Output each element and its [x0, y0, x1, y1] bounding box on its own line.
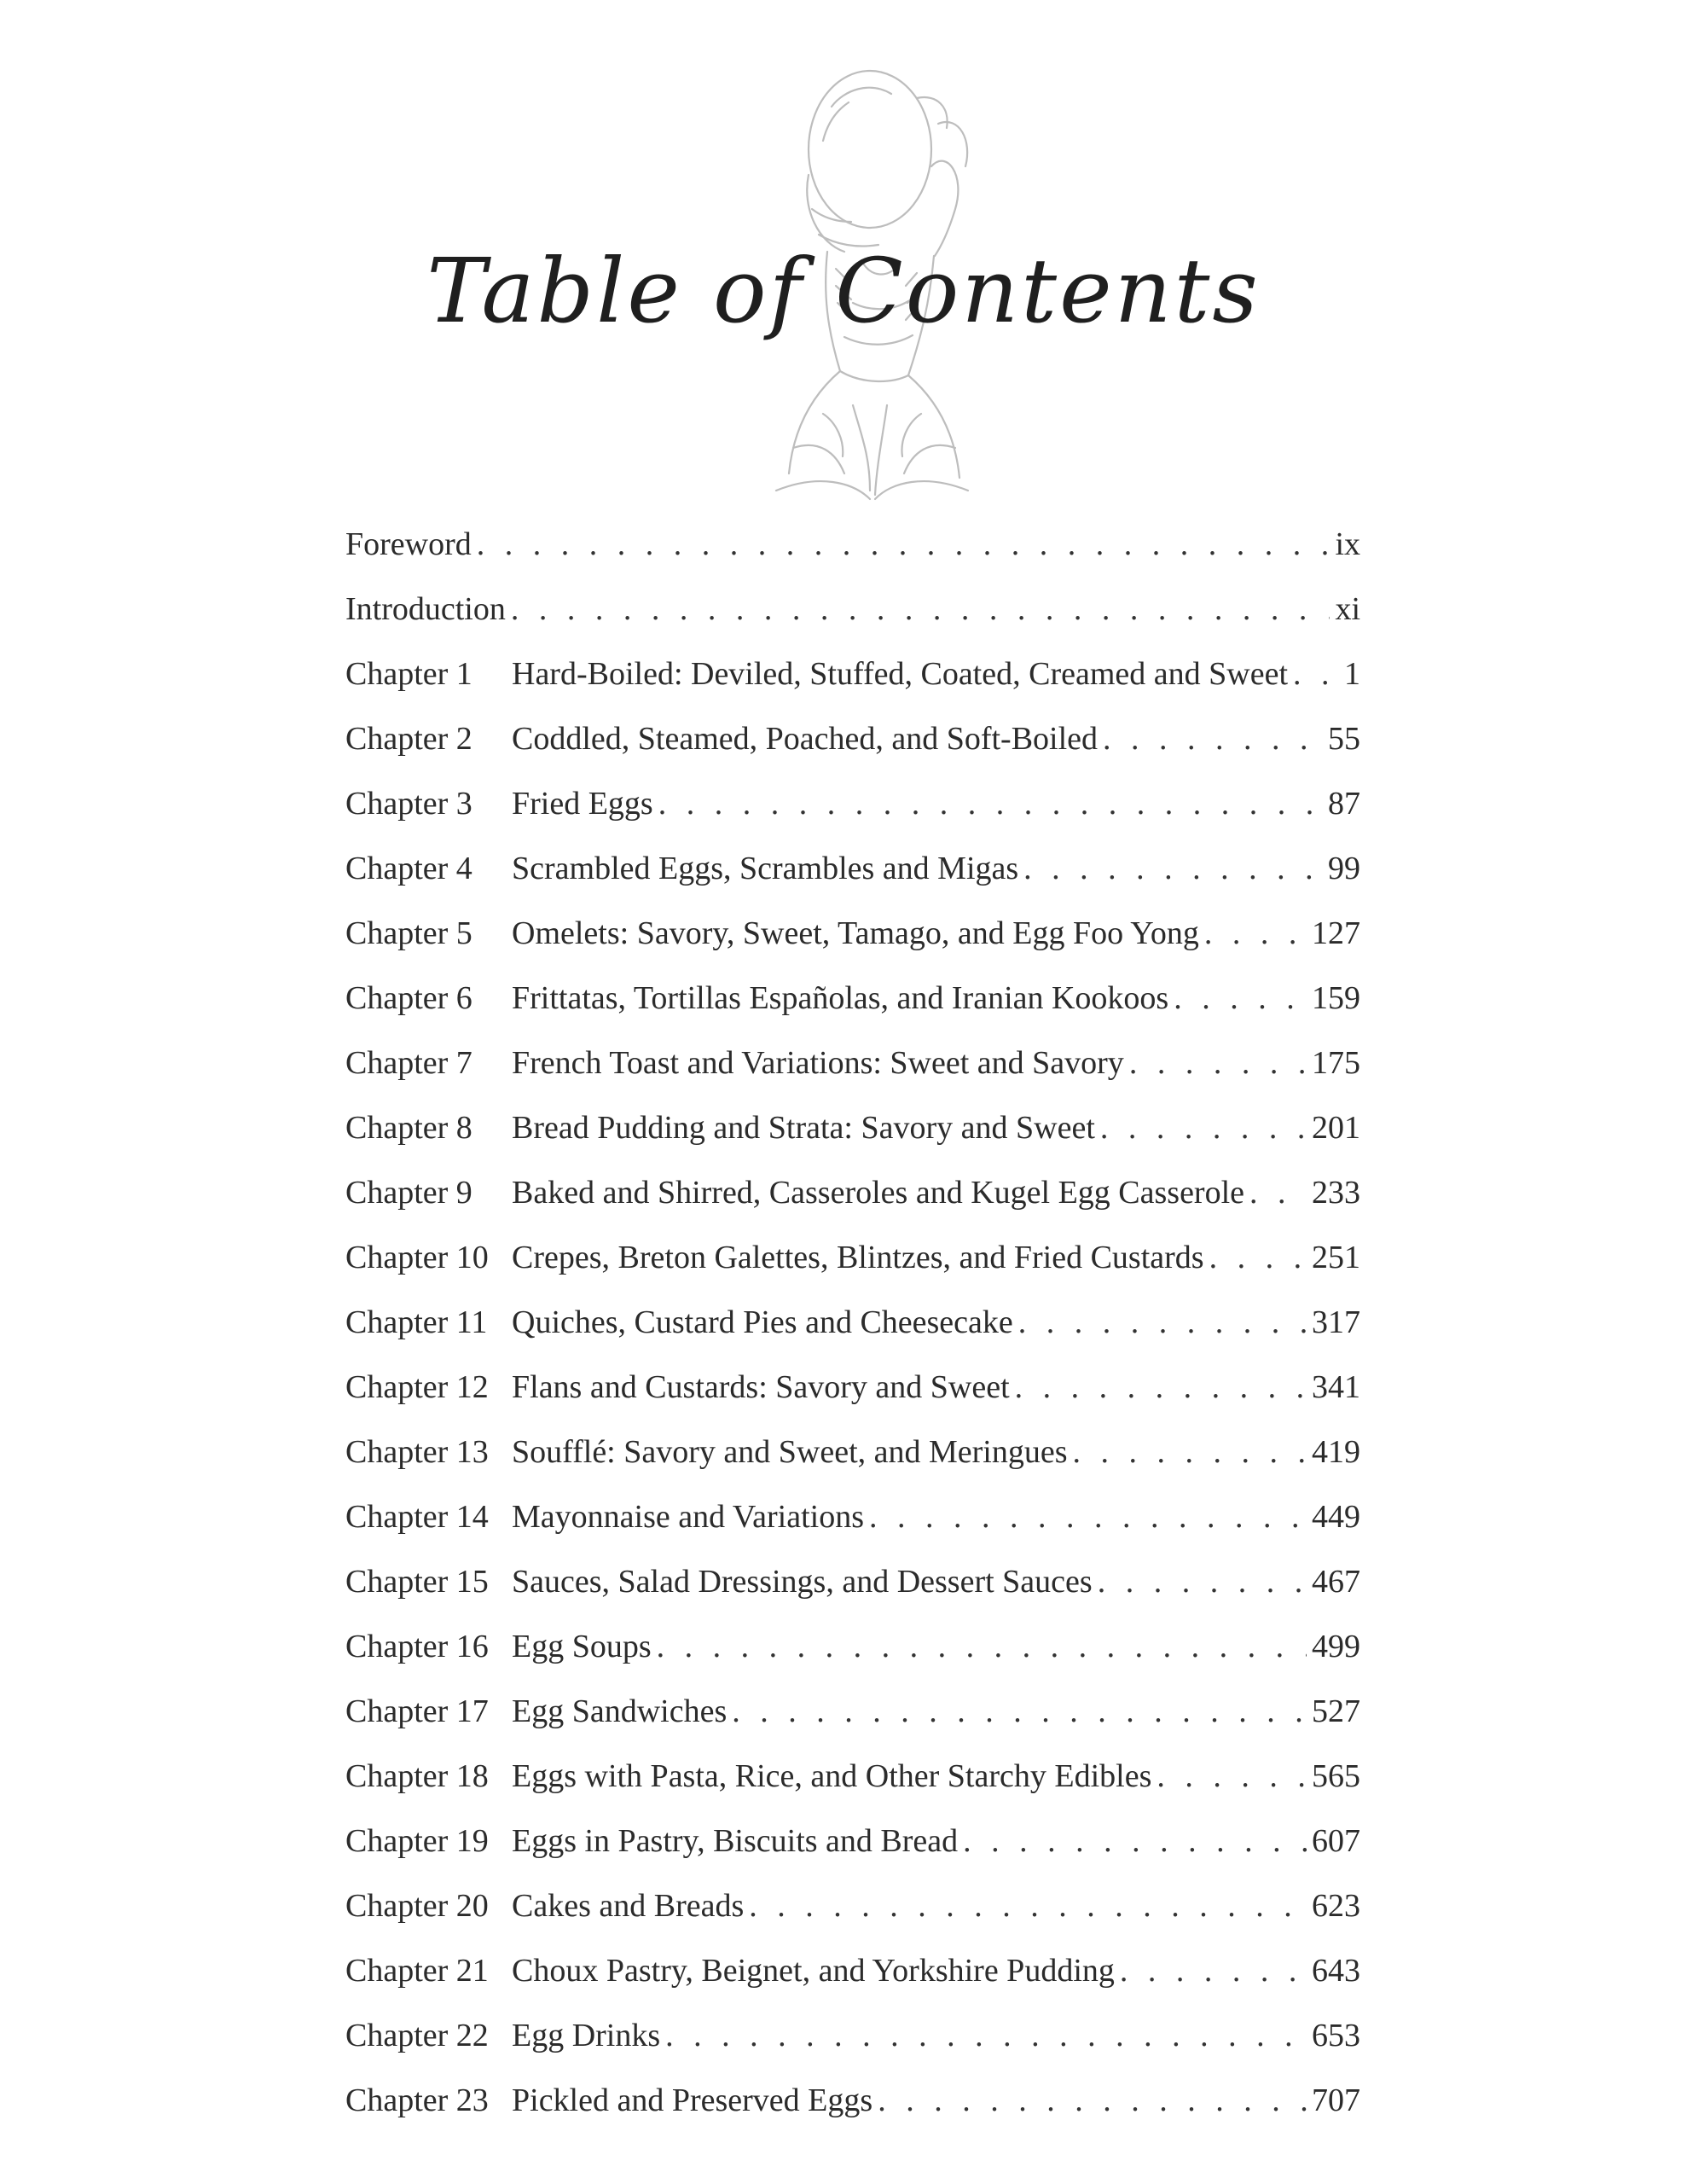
- toc-entry-title: French Toast and Variations: Sweet and Savory: [512, 1045, 1124, 1081]
- toc-entry[interactable]: [345, 2003, 1360, 2068]
- toc-entry[interactable]: [345, 577, 1360, 642]
- toc-chapter-label: Chapter 2: [345, 721, 472, 757]
- toc-chapter-label: Chapter 5: [345, 915, 472, 951]
- toc-entry[interactable]: [345, 706, 1360, 771]
- toc-entry-title: Mayonnaise and Variations: [512, 1499, 864, 1535]
- dot-leader: [963, 1809, 1307, 1873]
- toc-entry[interactable]: [345, 512, 1360, 577]
- toc-page-number: 127: [1312, 915, 1360, 951]
- dot-leader: [1157, 1744, 1307, 1809]
- toc-chapter-label: Chapter 3: [345, 786, 472, 822]
- toc-entry[interactable]: [345, 1744, 1360, 1809]
- toc-page-number: xi: [1335, 591, 1360, 627]
- toc-entry[interactable]: [345, 1614, 1360, 1679]
- dot-leader: [1174, 966, 1307, 1031]
- dot-leader: [1129, 1031, 1307, 1095]
- toc-page-number: 707: [1312, 2082, 1360, 2118]
- toc-chapter-label: Chapter 1: [345, 656, 472, 692]
- dot-leader: [1293, 642, 1339, 706]
- toc-page-number: 201: [1312, 1110, 1360, 1146]
- toc-entry-title: Eggs in Pastry, Biscuits and Bread: [512, 1823, 959, 1859]
- dot-leader: [657, 1614, 1307, 1679]
- toc-entry-title: Cakes and Breads: [512, 1888, 745, 1924]
- toc-entry[interactable]: [345, 1160, 1360, 1225]
- toc-page-number: 565: [1312, 1758, 1360, 1794]
- toc-entry[interactable]: [345, 901, 1360, 966]
- toc-entry-title: Fried Eggs: [512, 786, 653, 822]
- toc-entry-title: Pickled and Preserved Eggs: [512, 2082, 873, 2118]
- toc-entry[interactable]: [345, 1938, 1360, 2003]
- dot-leader: [869, 1484, 1307, 1549]
- dot-leader: [1120, 1938, 1307, 2003]
- toc-page-number: 317: [1312, 1304, 1360, 1340]
- toc-entry-title: Soufflé: Savory and Sweet, and Meringues: [512, 1434, 1068, 1470]
- toc-entry-title: Bread Pudding and Strata: Savory and Sweet: [512, 1110, 1095, 1146]
- toc-entry[interactable]: [345, 1290, 1360, 1355]
- toc-chapter-label: Chapter 18: [345, 1758, 489, 1794]
- toc-entry-title: Omelets: Savory, Sweet, Tamago, and Egg Foo Yong: [512, 915, 1199, 951]
- dot-leader: [1015, 1355, 1307, 1420]
- toc-entry[interactable]: [345, 642, 1360, 706]
- dot-leader: [732, 1679, 1307, 1744]
- toc-chapter-label: Chapter 4: [345, 851, 472, 886]
- toc-chapter-label: Chapter 19: [345, 1823, 489, 1859]
- toc-page-number: 251: [1312, 1240, 1360, 1275]
- dot-leader: [1100, 1095, 1307, 1160]
- toc-page-number: 341: [1312, 1369, 1360, 1405]
- toc-chapter-label: Chapter 22: [345, 2018, 489, 2053]
- dot-leader: [477, 512, 1330, 577]
- toc-entry[interactable]: [345, 2068, 1360, 2133]
- dot-leader: [665, 2003, 1307, 2068]
- toc-entry[interactable]: [345, 1420, 1360, 1484]
- toc-entry-title: Coddled, Steamed, Poached, and Soft-Boiled: [512, 721, 1099, 757]
- toc-entry[interactable]: [345, 1225, 1360, 1290]
- toc-page-number: 653: [1312, 2018, 1360, 2053]
- toc-chapter-label: Chapter 11: [345, 1304, 488, 1340]
- toc-page-number: 55: [1328, 721, 1360, 757]
- dot-leader: [1023, 836, 1323, 901]
- toc-entry-title: Scrambled Eggs, Scrambles and Migas: [512, 851, 1019, 886]
- toc-chapter-label: Chapter 9: [345, 1175, 472, 1211]
- toc-entry-title: Sauces, Salad Dressings, and Dessert Sauces: [512, 1564, 1093, 1600]
- toc-page-number: 527: [1312, 1693, 1360, 1729]
- toc-page-number: 99: [1328, 851, 1360, 886]
- toc-entry-title: Choux Pastry, Beignet, and Yorkshire Pudding: [512, 1953, 1115, 1989]
- toc-entry-title: Frittatas, Tortillas Españolas, and Iranian Kookoos: [512, 980, 1169, 1016]
- toc-chapter-label: Chapter 20: [345, 1888, 489, 1924]
- toc-entry[interactable]: [345, 1549, 1360, 1614]
- toc-page-number: 419: [1312, 1434, 1360, 1470]
- toc-page-number: 87: [1328, 786, 1360, 822]
- toc-page-number: 467: [1312, 1564, 1360, 1600]
- toc-entry-title: Flans and Custards: Savory and Sweet: [512, 1369, 1010, 1405]
- toc-chapter-label: Chapter 17: [345, 1693, 489, 1729]
- toc-chapter-label: Chapter 21: [345, 1953, 489, 1989]
- toc-entry-title: Introduction: [345, 591, 506, 627]
- toc-entry[interactable]: [345, 771, 1360, 836]
- toc-chapter-label: Chapter 14: [345, 1499, 489, 1535]
- toc-page-number: ix: [1335, 526, 1360, 562]
- dot-leader: [1018, 1290, 1307, 1355]
- dot-leader: [1098, 1549, 1307, 1614]
- toc-entry-title: Baked and Shirred, Casseroles and Kugel Egg Casserole: [512, 1175, 1245, 1211]
- toc-page-number: 159: [1312, 980, 1360, 1016]
- toc-chapter-label: Chapter 8: [345, 1110, 472, 1146]
- dot-leader: [1249, 1160, 1307, 1225]
- dot-leader: [1204, 901, 1307, 966]
- toc-chapter-label: Chapter 16: [345, 1629, 489, 1664]
- toc-entry-title: Egg Soups: [512, 1629, 652, 1664]
- dot-leader: [1209, 1225, 1307, 1290]
- toc-page-number: 449: [1312, 1499, 1360, 1535]
- toc-page-number: 643: [1312, 1953, 1360, 1989]
- toc-entry-title: Quiches, Custard Pies and Cheesecake: [512, 1304, 1013, 1340]
- toc-chapter-label: Chapter 10: [345, 1240, 489, 1275]
- toc-page-number: 1: [1344, 656, 1360, 692]
- toc-entry-title: Eggs with Pasta, Rice, and Other Starchy Edibles: [512, 1758, 1152, 1794]
- toc-entry-title: Crepes, Breton Galettes, Blintzes, and Fried Custards: [512, 1240, 1204, 1275]
- toc-entry-title: Hard-Boiled: Deviled, Stuffed, Coated, Creamed and Sweet: [512, 656, 1288, 692]
- toc-entry[interactable]: [345, 836, 1360, 901]
- toc-chapter-label: Chapter 6: [345, 980, 472, 1016]
- toc-entry[interactable]: [345, 1679, 1360, 1744]
- toc-entry-title: Egg Drinks: [512, 2018, 661, 2053]
- toc-entry[interactable]: [345, 1809, 1360, 1873]
- dot-leader: [1073, 1420, 1307, 1484]
- toc-page-number: 233: [1312, 1175, 1360, 1211]
- toc-entry[interactable]: [345, 966, 1360, 1031]
- table-of-contents: [345, 512, 1360, 2133]
- toc-chapter-label: Chapter 7: [345, 1045, 472, 1081]
- toc-entry[interactable]: [345, 1031, 1360, 1095]
- toc-entry[interactable]: [345, 1484, 1360, 1549]
- toc-entry-title: Egg Sandwiches: [512, 1693, 728, 1729]
- dot-leader: [878, 2068, 1307, 2133]
- dot-leader: [511, 577, 1330, 642]
- page-title: Table of Contents: [426, 239, 1261, 343]
- toc-chapter-label: Chapter 23: [345, 2082, 489, 2118]
- toc-chapter-label: Chapter 15: [345, 1564, 489, 1600]
- toc-entry-title: Foreword: [345, 526, 472, 562]
- dot-leader: [1103, 706, 1323, 771]
- toc-page-number: 623: [1312, 1888, 1360, 1924]
- toc-page-number: 175: [1312, 1045, 1360, 1081]
- toc-page-number: 607: [1312, 1823, 1360, 1859]
- toc-chapter-label: Chapter 13: [345, 1434, 489, 1470]
- dot-leader: [658, 771, 1323, 836]
- dot-leader: [749, 1873, 1307, 1938]
- toc-entry[interactable]: [345, 1355, 1360, 1420]
- toc-entry[interactable]: [345, 1095, 1360, 1160]
- toc-page-number: 499: [1312, 1629, 1360, 1664]
- toc-entry[interactable]: [345, 1873, 1360, 1938]
- toc-chapter-label: Chapter 12: [345, 1369, 489, 1405]
